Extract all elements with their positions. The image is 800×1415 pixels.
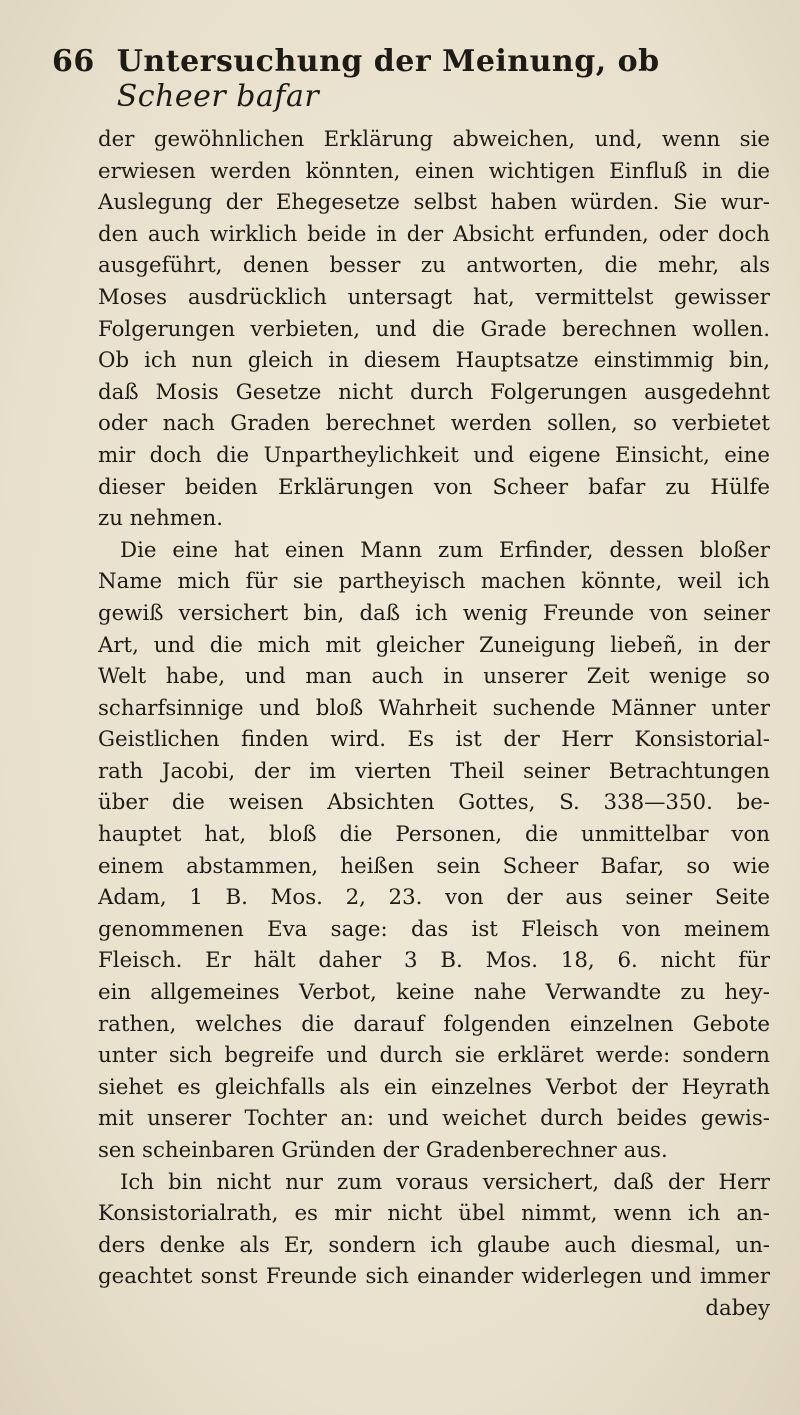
page-header [52, 44, 742, 114]
text-line: Fleisch. Er hält daher 3 B. Mos. 18, 6. nicht für [98, 948, 770, 974]
text-line: genommenen Eva sage: das ist Fleisch von meinem [98, 916, 770, 942]
text-line: ausgeführt, denen besser zu antworten, die mehr, als [98, 253, 770, 279]
text-line: Adam, 1 B. Mos. 2, 23. von der aus seiner Seite [98, 885, 770, 911]
text-line: siehet es gleichfalls als ein einzelnes Verbot der Heyrath [98, 1074, 770, 1100]
text-line: einem abstammen, heißen sein Scheer Bafar, so wie [98, 853, 770, 879]
text-line: unter sich begreife und durch sie erkläret werde: sondern [98, 1043, 770, 1069]
text-line: Welt habe, und man auch in unserer Zeit wenige so [98, 664, 770, 690]
running-head-latin: Scheer bafar [116, 79, 320, 114]
text-line: ein allgemeines Verbot, keine nahe Verwandte zu hey- [98, 980, 770, 1006]
running-head-main: Untersuchung der Meinung, ob [116, 44, 660, 79]
text-line: Folgerungen verbieten, und die Grade berechnen wollen. [98, 316, 770, 342]
page-number: 66 [52, 44, 95, 79]
text-line: Konsistorialrath, es mir nicht übel nimmt, wenn ich an- [98, 1201, 770, 1227]
text-line: sen scheinbaren Gründen der Gradenberechner aus. [98, 1138, 668, 1163]
text-line: der gewöhnlichen Erklärung abweichen, und, wenn sie [98, 127, 770, 152]
text-line: Ich bin nicht nur zum voraus versichert, daß der Herr [120, 1169, 770, 1195]
text-line: rathen, welches die darauf folgenden einzelnen Gebote [98, 1011, 770, 1037]
text-line: gewiß versichert bin, daß ich wenig Freunde von seiner [98, 600, 770, 626]
text-line: oder nach Graden berechnet werden sollen, so verbietet [98, 411, 770, 437]
text-line: Ob ich nun gleich in diesem Hauptsatze einstimmig bin, [98, 348, 770, 374]
text-line: Art, und die mich mit gleicher Zuneigung liebeñ, in der [98, 632, 770, 658]
catchword: dabey [705, 1295, 770, 1321]
text-line: den auch wirklich beide in der Absicht erfunden, oder doch [98, 221, 770, 247]
text-line: Auslegung der Ehegesetze selbst haben würden. Sie wur- [98, 190, 770, 216]
text-line: Die eine hat einen Mann zum Erfinder, dessen bloßer [120, 537, 770, 563]
text-line: geachtet sonst Freunde sich einander widerlegen und immer [98, 1264, 770, 1290]
text-line: rath Jacobi, der im vierten Theil seiner Betrachtungen [98, 758, 770, 784]
text-line: Name mich für sie partheyisch machen könnte, weil ich [98, 569, 770, 595]
text-line: Geistlichen finden wird. Es ist der Herr Konsistorial- [98, 727, 770, 753]
text-line: hauptet hat, bloß die Personen, die unmittelbar von [98, 822, 770, 848]
text-line: daß Mosis Gesetze nicht durch Folgerungen ausgedehnt [98, 379, 770, 405]
text-line: mir doch die Unpartheylichkeit und eigene Einsicht, eine [98, 442, 770, 468]
text-line: mit unserer Tochter an: und weichet durch beides gewis- [98, 1106, 770, 1132]
text-line: erwiesen werden könnten, einen wichtigen Einfluß in die [98, 158, 770, 184]
running-head [117, 44, 742, 114]
text-line: Moses ausdrücklich untersagt hat, vermittelst gewisser [98, 284, 770, 310]
text-line: zu nehmen. [98, 506, 224, 532]
text-line: dieser beiden Erklärungen von Scheer bafar zu Hülfe [98, 474, 770, 500]
text-line: scharfsinnige und bloß Wahrheit suchende Männer unter [98, 695, 770, 721]
text-line: ders denke als Er, sondern ich glaube auch diesmal, un- [98, 1232, 770, 1258]
text-line: über die weisen Absichten Gottes, S. 338—350. be- [98, 790, 770, 816]
body-text [98, 124, 770, 1325]
